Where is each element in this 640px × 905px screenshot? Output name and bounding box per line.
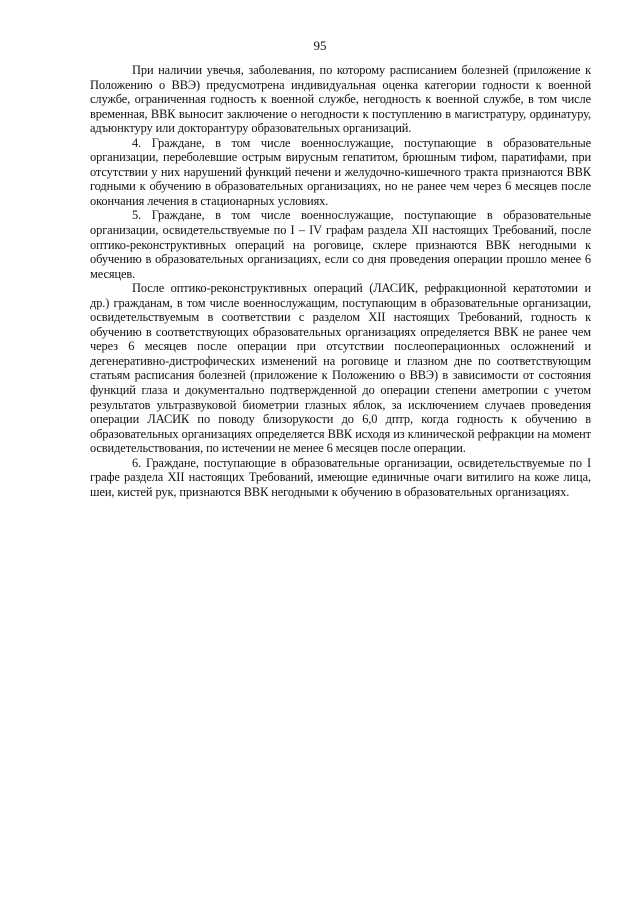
- paragraph-5-optic-operations: 5. Граждане, в том числе военнослужащие, поступающие в образовательные организации, освидетельствуемые по I – IV графам раздела XII настоящих Требований, после оптико-реконструктивных операций на роговице, склере признаются ВВК негодными к обучению в образовательных организациях, если со дня проведения операции прошло менее 6 месяцев.: [90, 208, 591, 281]
- page-number: 95: [313, 38, 327, 53]
- document-body: [90, 63, 591, 499]
- paragraph-vve-unfitness: При наличии увечья, заболевания, по которому расписанием болезней (приложение к Положению о ВВЭ) предусмотрена индивидуальная оценка категории годности к военной службе, ограниченная годность к военной службе, негодность к военной службе, в том числе временная, ВВК выносит заключение о негодности к поступлению в магистратуру, ординатуру, адъюнктуру или докторантуру образовательных организаций.: [90, 63, 591, 136]
- paragraph-4-hepatitis: 4. Граждане, в том числе военнослужащие, поступающие в образовательные организации, переболевшие острым вирусным гепатитом, брюшным тифом, паратифами, при отсутствии у них нарушений функций печени и желудочно-кишечного тракта признаются ВВК годными к обучению в образовательных организациях, но не ранее чем через 6 месяцев после окончания лечения в стационарных условиях.: [90, 135, 591, 208]
- paragraph-6-vitiligo: 6. Граждане, поступающие в образовательные организации, освидетельствуемые по I графе раздела XII настоящих Требований, имеющие единичные очаги витилиго на коже лица, шеи, кистей рук, признаются ВВК негодными к обучению в образовательных организациях.: [90, 455, 591, 499]
- paragraph-lasik: После оптико-реконструктивных операций (ЛАСИК, рефракционной кератотомии и др.) гражданам, в том числе военнослужащим, поступающим в образовательные организации, освидетельствуемым в соответствии с разделом XII настоящих Требований, годность к обучению в соответствующих образовательных организациях определяется ВВК не ранее чем через 6 месяцев после операции при отсутствии послеоперационных осложнений и дегенеративно-дистрофических изменений на роговице и глазном дне по соответствующим статьям расписания болезней (приложение к Положению о ВВЭ) в зависимости от состояния функций глаза и документально подтвержденной до операции степени аметропии с учетом результатов ультразвуковой биометрии глазных яблок, за исключением случаев проведения операции ЛАСИК по поводу близорукости до 6,0 дптр, когда годность к обучению в образовательных организациях определяется ВВК исходя из клинической рефракции на момент освидетельствования, по истечении не менее 6 месяцев после операции.: [90, 281, 591, 456]
